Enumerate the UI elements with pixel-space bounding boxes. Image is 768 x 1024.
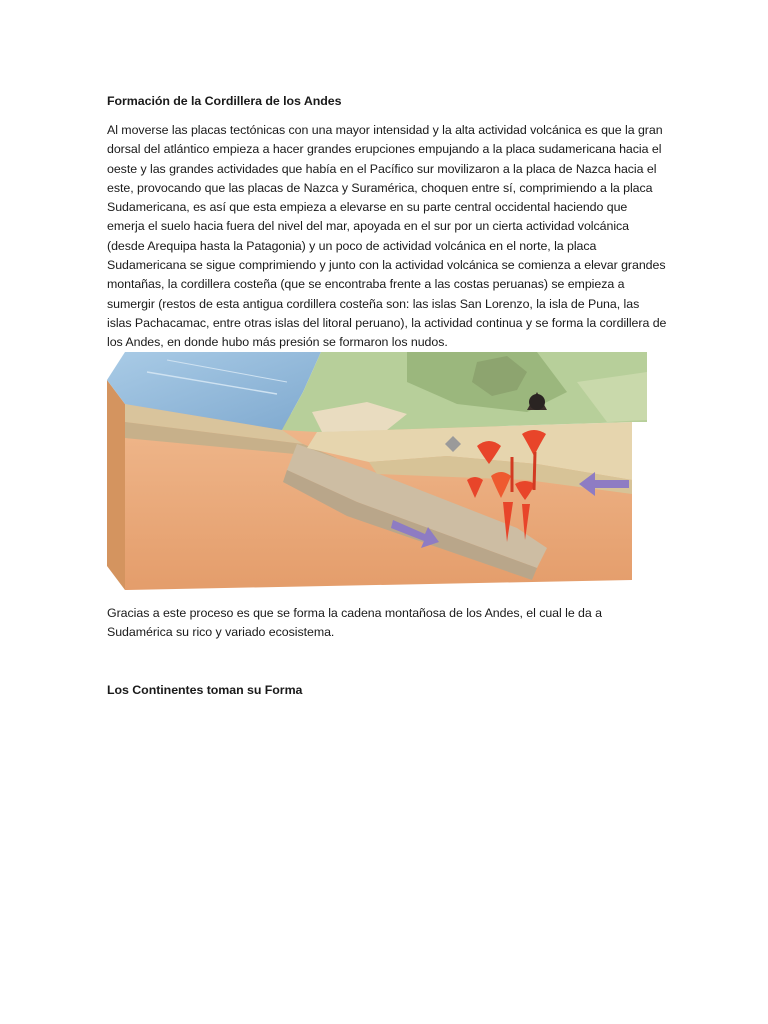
magma-conduit-2 xyxy=(534,452,535,490)
section-heading: Los Continentes toman su Forma xyxy=(107,683,303,697)
page-title: Formación de la Cordillera de los Andes xyxy=(107,94,342,108)
volcano-plume xyxy=(529,394,545,410)
body-paragraph-2: Gracias a este proceso es que se forma la cadena montañosa de los Andes, el cual le da a Sudamérica su rico y variado ecosistema. xyxy=(107,606,602,640)
subduction-diagram-svg xyxy=(107,352,647,590)
body-paragraph-1: Al moverse las placas tectónicas con una mayor intensidad y la alta actividad volcánica es que la gran dorsal del atlántico empieza a hacer grandes erupciones empujando a la placa sudamericana hacia el oeste y las grandes actividades que había en el Pacífico sur movilizaron a la placa de Nazca hacia el este, provocando que las placas de Nazca y Suramérica, choquen entre sí, comprimiendo a la placa Sudamericana, es así que esta empieza a elevarse en su parte central occidental haciendo que emerja el suelo hacia fuera del nivel del mar, apoyada en el sur por un cierta actividad volcánica (desde Arequipa hasta la Patagonia) y un poco de actividad volcánica en el norte, la placa Sudamericana se sigue comprimiendo y junto con la actividad volcánica se comienza a elevar grandes montañas, la cordillera costeña (que se encontraba frente a las costas peruanas) se empieza a sumergir (restos de esta antigua cordillera costeña son: las islas San Lorenzo, la isla de Puna, las islas Pachacamac, entre otras islas del litoral peruano), la actividad continua y se forma la cordillera de los Andes, en donde hubo más presión se formaron los nudos. xyxy=(107,123,667,350)
subduction-diagram xyxy=(107,352,647,590)
block-left-face xyxy=(107,380,125,590)
